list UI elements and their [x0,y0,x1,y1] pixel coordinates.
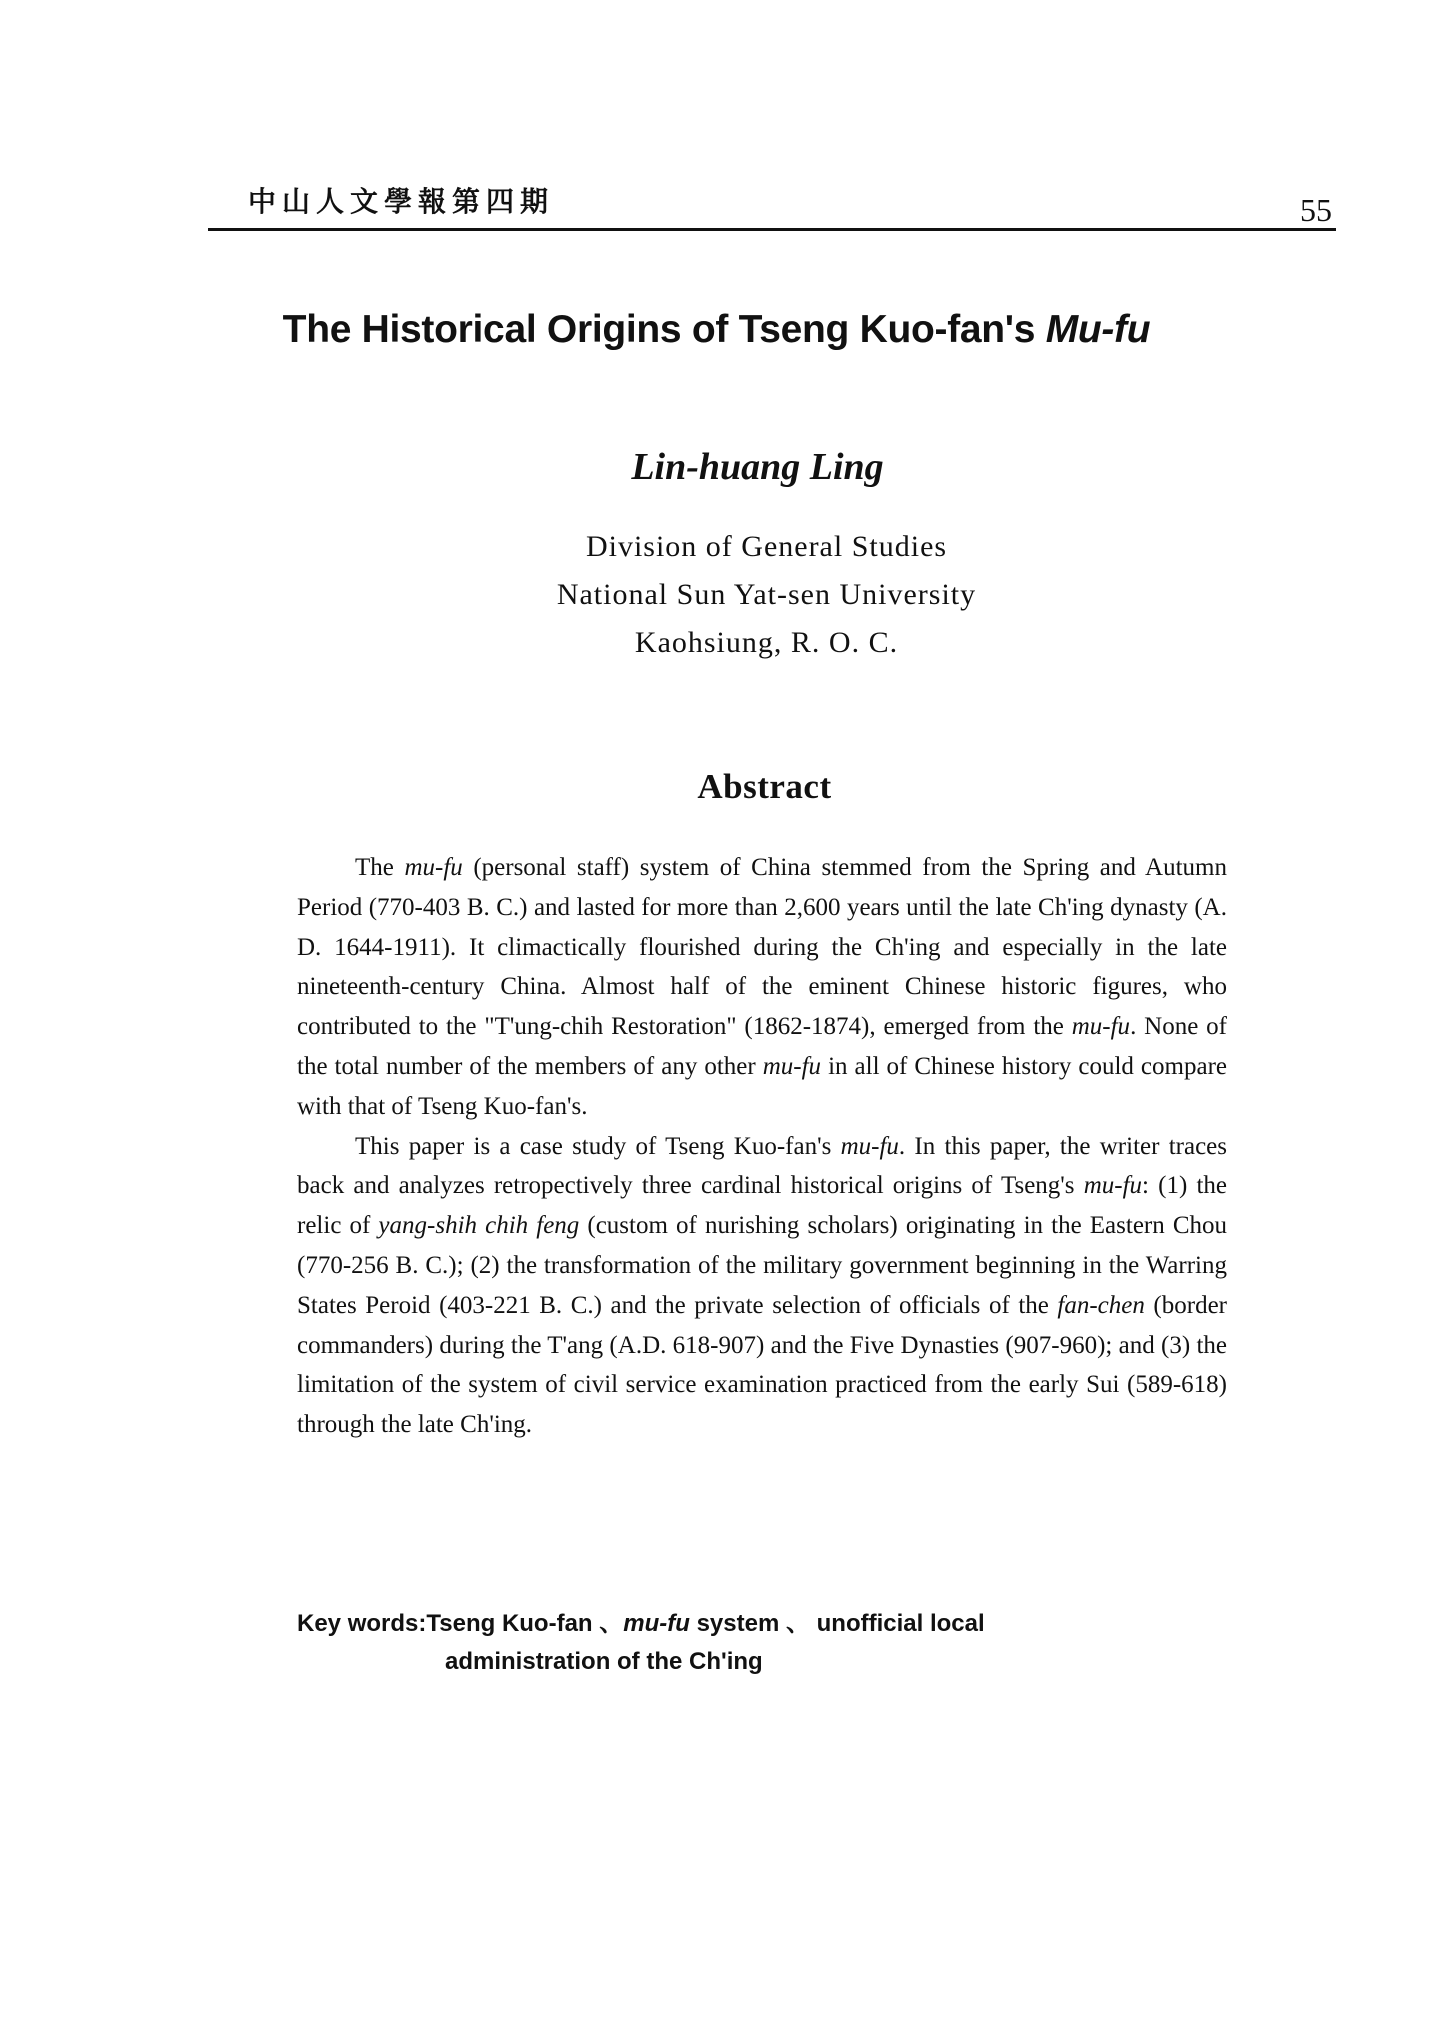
text-run: . None of the total number of the members of any other [297,1013,1227,1080]
journal-name: 中山人文學報第四期 [248,185,555,218]
keywords-line-2: administration of the Ch'ing [445,1648,763,1675]
text-run: . In this paper, the writer traces back and analyzes retropectively three cardinal historical origins of Tseng's [297,1132,1227,1200]
affiliation-location: Kaohsiung, R. O. C. [634,626,899,659]
keyword: Tseng Kuo-fan 、 [426,1610,624,1637]
title-main: The Historical Origins of Tseng Kuo-fan's [282,308,1046,351]
paper-title [0,308,1433,352]
italic-term: mu-fu [762,1052,822,1080]
text-run: (custom of nurishing scholars) originating in the Eastern Chou (770-256 B. C.); (2) the transformation of the military government beginning in the Warring States Peroid (403-221 B. C.) and the private selection of officials of the [297,1212,1228,1319]
italic-term: yang-shih chih feng [378,1212,580,1240]
text-run: (border commanders) during the T'ang (A.D. 618-907) and the Five Dynasties (907-960); and (3) the limitation of the system of civil service examination practiced from the early Sui (589-618) through the late Ch'ing. [297,1291,1227,1439]
author-name: Lin-huang Ling [631,446,884,488]
text-run: This paper is a case study of Tseng Kuo-fan's [355,1132,841,1160]
keywords-line-1 [297,1605,1197,1643]
abstract-body [297,848,1227,1445]
text-run: The [355,854,405,881]
italic-term: fan-chen [1057,1291,1145,1319]
abstract-heading: Abstract [697,767,832,806]
text-run: (personal staff) system of China stemmed from the Spring and Autumn Period (770-403 B. C.) and lasted for more than 2,600 years until the late Ch'ing dynasty (A. D. 1644-1911). It climactically flourished during the Ch'ing and especially in the late nineteenth-century China. Almost half of the eminent Chinese historic figures, who contributed to the "T'ung-chih Restoration" (1862-1874), emerged from the [297,854,1227,1041]
abstract-paragraph-2 [297,1127,1227,1445]
abstract-paragraph-1 [297,848,1227,1127]
affiliation-university: National Sun Yat-sen University [556,578,977,611]
page-number: 55 [1300,192,1332,228]
italic-term: mu-fu [1071,1013,1131,1041]
keyword: system 、 unofficial local [689,1610,985,1637]
keywords [297,1605,1197,1681]
keyword-italic: mu-fu [623,1610,690,1637]
text-run: in all of Chinese history could compare with that of Tseng Kuo-fan's. [297,1052,1227,1120]
keywords-label: Key words: [297,1610,427,1637]
italic-term: mu-fu [1083,1172,1143,1200]
italic-term: mu-fu [404,854,463,881]
affiliation-division: Division of General Studies [585,530,948,563]
title-italic: Mu-fu [1045,308,1151,351]
text-run: : (1) the relic of [297,1172,1227,1240]
italic-term: mu-fu [840,1132,899,1160]
header-rule [208,228,1336,231]
